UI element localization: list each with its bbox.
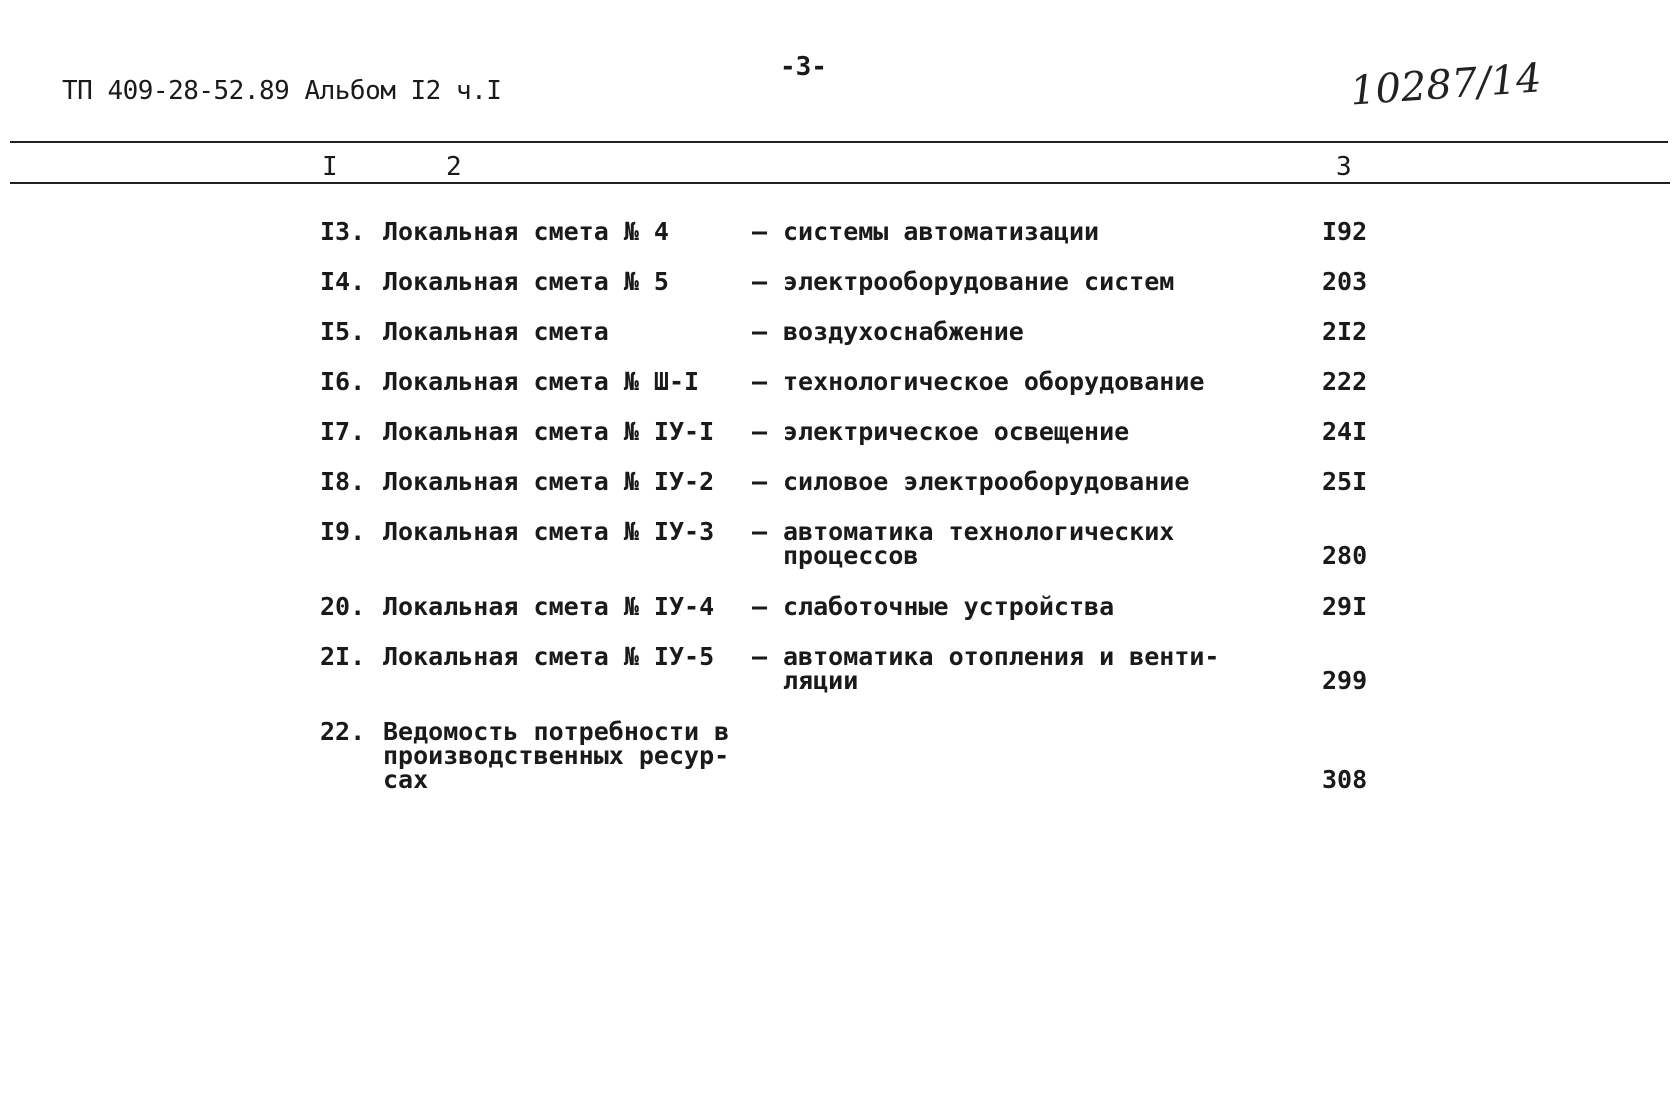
row-number: 22. [320,717,366,746]
table-top-rule [10,141,1668,143]
row-page: 308 [1322,765,1368,794]
row-title: Локальная смета № IУ-4 [383,592,715,621]
row-number: I5. [320,317,366,346]
row-title: Локальная смета № Ш-I [383,367,700,396]
row-title: Локальная смета № IУ-3 [383,517,715,546]
column-header-3: 3 [1336,152,1352,182]
row-number: I9. [320,517,366,546]
row-description: слаботочные устройства [783,592,1115,621]
row-page: 222 [1322,367,1368,396]
row-page: 299 [1322,666,1368,695]
handwritten-stamp: 10287/14 [1348,55,1543,115]
row-page: 2I2 [1322,317,1368,346]
row-page: I92 [1322,217,1368,246]
row-page: 25I [1322,467,1368,496]
row-number: I4. [320,267,366,296]
row-page: 24I [1322,417,1368,446]
row-description: воздухоснабжение [783,317,1024,346]
row-title: Локальная смета № IУ-I [383,417,715,446]
row-dash: – [752,642,768,671]
row-description: системы автоматизации [783,217,1100,246]
row-dash: – [752,317,768,346]
row-page: 280 [1322,541,1368,570]
column-header-2: 2 [446,152,462,182]
row-number: 20. [320,592,366,621]
row-description: силовое электрооборудование [783,467,1190,496]
row-number: 2I. [320,642,366,671]
row-dash: – [752,517,768,546]
table-header-rule [10,182,1670,184]
row-dash: – [752,467,768,496]
page-number: -3- [780,52,827,82]
row-description: электрическое освещение [783,417,1130,446]
row-number: I7. [320,417,366,446]
row-title: Локальная смета № 4 [383,217,669,246]
column-header-1: I [322,152,338,182]
row-description: технологическое оборудование [783,367,1205,396]
row-title: Локальная смета [383,317,609,346]
row-number: I8. [320,467,366,496]
row-dash: – [752,592,768,621]
row-title: Локальная смета № IУ-2 [383,467,715,496]
row-title: Локальная смета № IУ-5 [383,642,715,671]
row-page: 29I [1322,592,1368,621]
row-dash: – [752,217,768,246]
row-description: электрооборудование систем [783,267,1175,296]
row-title: Ведомость потребности в производственных ресур- сах [383,717,730,794]
row-title: Локальная смета № 5 [383,267,669,296]
document-code: ТП 409-28-52.89 Альбом I2 ч.I [62,76,502,106]
row-dash: – [752,267,768,296]
row-page: 203 [1322,267,1368,296]
row-description: автоматика отопления и венти- ляции [783,642,1220,695]
row-number: I6. [320,367,366,396]
row-description: автоматика технологических процессов [783,517,1175,570]
row-dash: – [752,367,768,396]
row-dash: – [752,417,768,446]
row-number: I3. [320,217,366,246]
